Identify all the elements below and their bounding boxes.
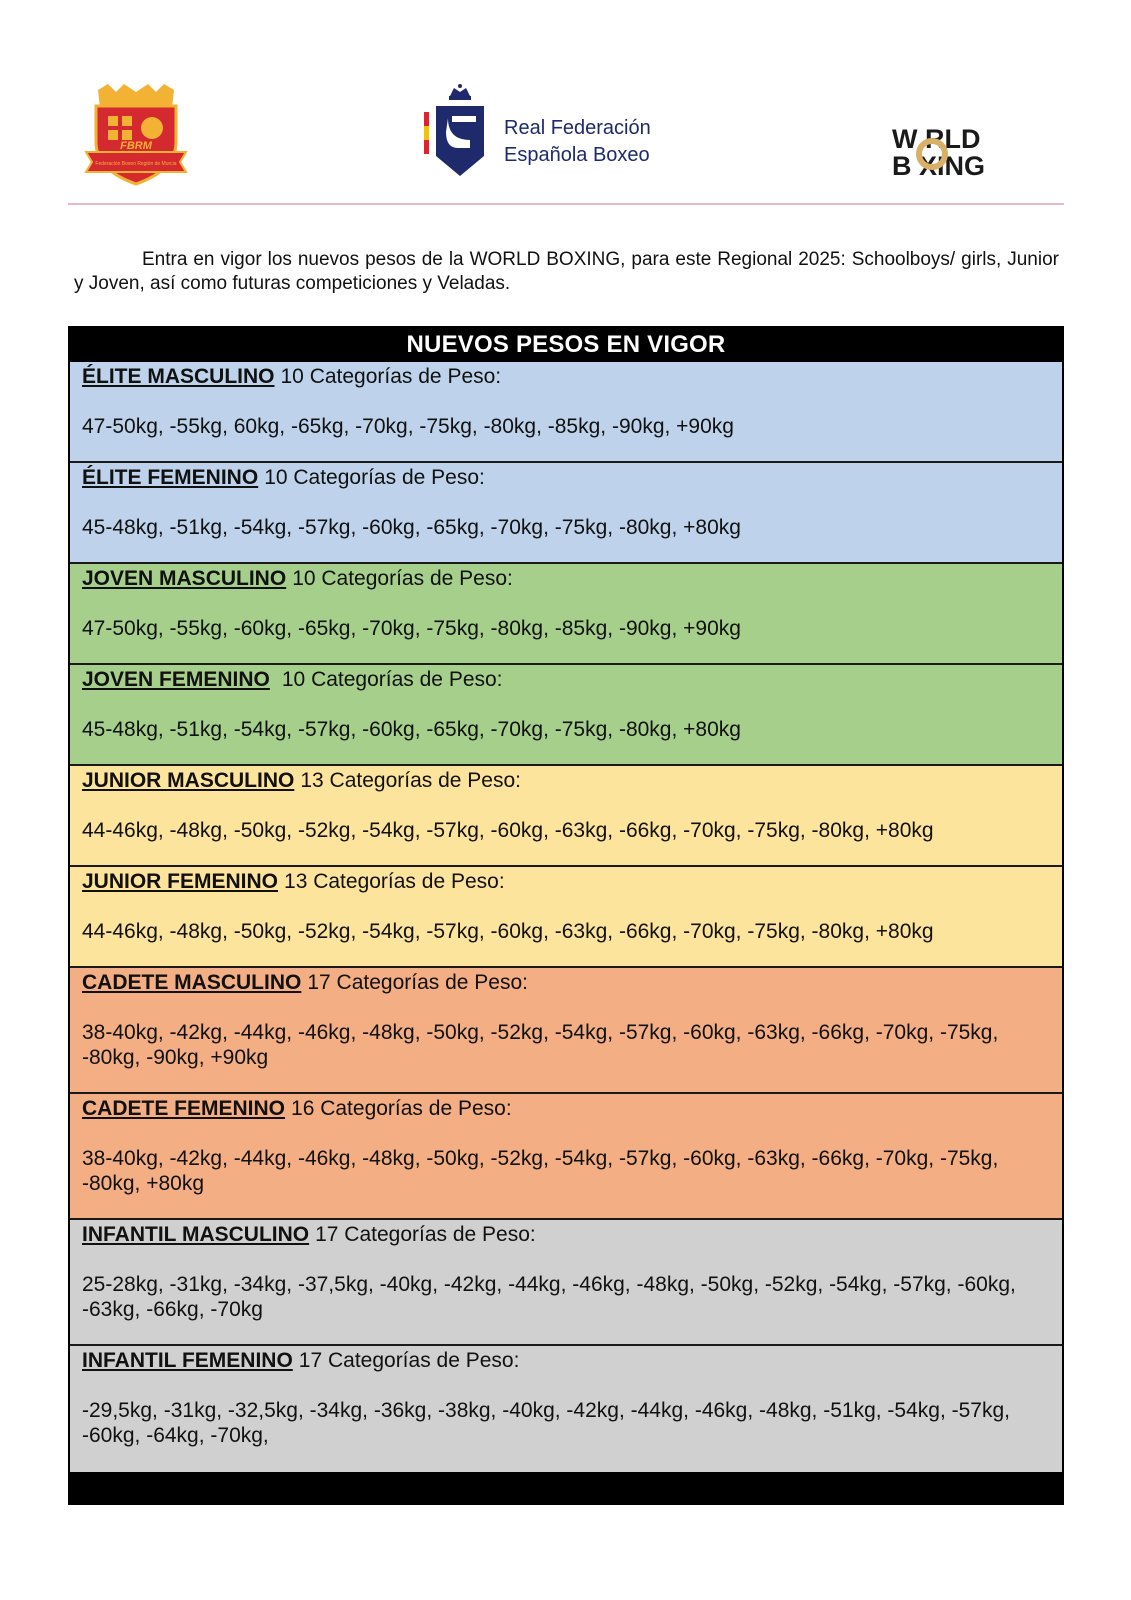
row-infantil-femenino <box>70 1346 1062 1472</box>
intro-text: Entra en vigor los nuevos pesos de la WORLD BOXING, para este Regional 2025: Schoolboys/ girls, Junior y Joven, así como futuras competiciones y Veladas. <box>74 249 1059 294</box>
wb-ring-icon <box>916 138 948 170</box>
weight-list: 45-48kg, -51kg, -54kg, -57kg, -60kg, -65kg, -70kg, -75kg, -80kg, +80kg <box>82 718 741 741</box>
category-count: 13 Categorías de Peso: <box>300 769 521 792</box>
rfeb-crown-emblem-icon <box>424 82 496 182</box>
weight-list: 38-40kg, -42kg, -44kg, -46kg, -48kg, -50kg, -52kg, -54kg, -57kg, -60kg, -63kg, -66kg, -70kg, -75kg, -80kg, +80kg <box>82 1147 999 1195</box>
category-count: 10 Categorías de Peso: <box>280 365 502 388</box>
rfeb-line1: Real Federación <box>504 117 651 139</box>
row-title <box>82 970 1050 996</box>
weight-list: 47-50kg, -55kg, 60kg, -65kg, -70kg, -75kg, -80kg, -85kg, -90kg, +90kg <box>82 415 734 438</box>
header-divider <box>68 203 1064 205</box>
weight-list: 45-48kg, -51kg, -54kg, -57kg, -60kg, -65kg, -70kg, -75kg, -80kg, +80kg <box>82 516 741 539</box>
category-name: INFANTIL FEMENINO <box>82 1349 293 1372</box>
row-elite-masculino <box>70 362 1062 463</box>
row-junior-femenino <box>70 867 1062 968</box>
category-count: 10 Categorías de Peso: <box>264 466 485 489</box>
row-title <box>82 1222 1050 1248</box>
fbrm-shield-icon <box>84 82 188 188</box>
weight-list: 38-40kg, -42kg, -44kg, -46kg, -48kg, -50kg, -52kg, -54kg, -57kg, -60kg, -63kg, -66kg, -70kg, -75kg, -80kg, -90kg, +90kg <box>82 1021 999 1069</box>
category-count: 10 Categorías de Peso: <box>281 668 503 691</box>
row-title <box>82 1096 1050 1122</box>
rfeb-name <box>504 115 651 169</box>
category-name: INFANTIL MASCULINO <box>82 1223 310 1246</box>
svg-text:FBRM: FBRM <box>120 140 152 152</box>
category-name: CADETE MASCULINO <box>82 971 302 994</box>
row-title <box>82 667 1050 693</box>
rfeb-logo <box>424 82 674 182</box>
category-name: JUNIOR MASCULINO <box>82 769 295 792</box>
intro-paragraph <box>74 248 1059 296</box>
table-title: NUEVOS PESOS EN VIGOR <box>70 328 1062 362</box>
world-boxing-logo <box>892 126 1057 182</box>
row-title <box>82 465 1050 491</box>
wb-line2: B XING <box>892 151 986 181</box>
weight-list: -29,5kg, -31kg, -32,5kg, -34kg, -36kg, -38kg, -40kg, -42kg, -44kg, -46kg, -48kg, -51kg, -54kg, -57kg, -60kg, -64kg, -70kg, <box>82 1399 1010 1447</box>
category-count: 10 Categorías de Peso: <box>292 567 513 590</box>
svg-text:Federación Boxeo Región de Mur: Federación Boxeo Región de Murcia <box>95 161 177 167</box>
row-title <box>82 566 1050 592</box>
row-cadete-femenino <box>70 1094 1062 1220</box>
weight-list: 47-50kg, -55kg, -60kg, -65kg, -70kg, -75kg, -80kg, -85kg, -90kg, +90kg <box>82 617 741 640</box>
weight-list: 44-46kg, -48kg, -50kg, -52kg, -54kg, -57kg, -60kg, -63kg, -66kg, -70kg, -75kg, -80kg, +80kg <box>82 920 934 943</box>
category-count: 16 Categorías de Peso: <box>291 1097 512 1120</box>
category-count: 17 Categorías de Peso: <box>315 1223 536 1246</box>
row-infantil-masculino <box>70 1220 1062 1346</box>
row-title <box>82 364 1050 390</box>
category-name: CADETE FEMENINO <box>82 1097 286 1120</box>
weight-list: 25-28kg, -31kg, -34kg, -37,5kg, -40kg, -42kg, -44kg, -46kg, -48kg, -50kg, -52kg, -54kg, -57kg, -60kg, -63kg, -66kg, -70kg <box>82 1273 1016 1321</box>
row-junior-masculino <box>70 766 1062 867</box>
row-cadete-masculino <box>70 968 1062 1094</box>
row-joven-femenino <box>70 665 1062 766</box>
category-count: 17 Categorías de Peso: <box>298 1349 520 1372</box>
wb-line1: W RLD <box>892 124 981 154</box>
category-count: 13 Categorías de Peso: <box>284 870 505 893</box>
row-title <box>82 1348 1050 1374</box>
row-title <box>82 768 1050 794</box>
category-name: ÉLITE MASCULINO <box>82 365 275 388</box>
row-elite-femenino <box>70 463 1062 564</box>
fbrm-logo <box>84 82 188 188</box>
category-name: JOVEN FEMENINO <box>82 668 270 691</box>
row-joven-masculino <box>70 564 1062 665</box>
category-name: JOVEN MASCULINO <box>82 567 287 590</box>
category-name: JUNIOR FEMENINO <box>82 870 279 893</box>
category-name: ÉLITE FEMENINO <box>82 466 259 489</box>
weights-table <box>68 326 1064 1505</box>
table-footer-bar <box>70 1472 1062 1504</box>
rfeb-line2: Española Boxeo <box>504 144 650 166</box>
row-title <box>82 869 1050 895</box>
category-count: 17 Categorías de Peso: <box>307 971 528 994</box>
weight-list: 44-46kg, -48kg, -50kg, -52kg, -54kg, -57kg, -60kg, -63kg, -66kg, -70kg, -75kg, -80kg, +80kg <box>82 819 934 842</box>
